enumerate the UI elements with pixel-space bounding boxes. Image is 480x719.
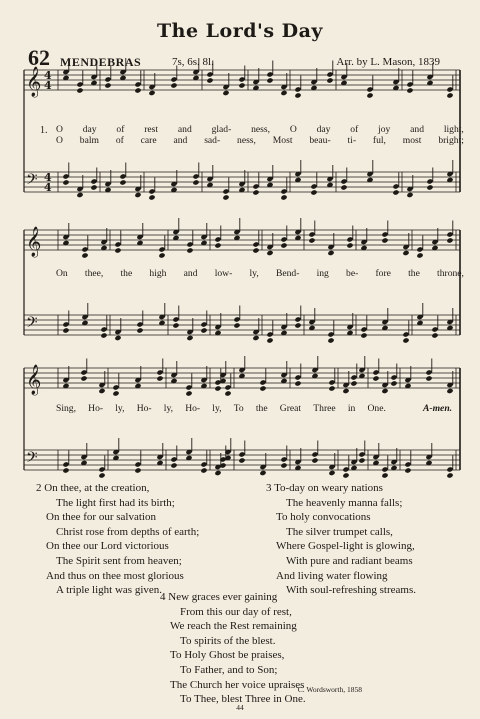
tune-name: MENDEBRAS [60,55,142,69]
note-head [372,375,379,381]
stanza-line: On thee for our salvation [46,511,156,524]
note-head [381,388,388,394]
note-head [280,462,287,468]
note-head [252,189,259,195]
treble-clef-icon: 𝄞 [26,227,42,257]
note-head [327,250,334,256]
note-head [259,470,266,476]
author-credit: C. Wordsworth, 1858 [297,685,362,694]
lyric-syllable: Great [279,403,302,414]
lyric-syllable: fore [375,268,391,279]
lyric-syllable: of [115,135,124,146]
stanza-line: On thee our Lord victorious [46,540,169,553]
lyric-syllable: the [408,268,420,279]
note-head [112,390,119,396]
note-head [366,92,373,98]
note-head [222,194,229,200]
lyric-syllable: Three [313,403,336,414]
stanza-line: The Church her voice upraises [170,678,305,691]
note-head [200,327,207,333]
note-head [328,385,335,391]
stanza-line: On thee, at the creation, [44,482,150,494]
note-head [98,472,105,478]
note-head [62,179,69,185]
lyric-syllable: and [177,124,192,135]
note-head [76,192,83,198]
lyric-syllable: Sing, [56,403,76,414]
note-head [104,82,111,88]
note-head [404,467,411,473]
stanza-number: 2 [36,482,42,494]
lyric-syllable: of [350,124,359,135]
verse-number: 1. [40,125,48,136]
lyric-syllable: Ho- [185,403,201,414]
note-head [114,335,121,341]
lyric-syllable: and [183,268,198,279]
note-head [346,242,353,248]
lyric-syllable: bright; [438,135,464,146]
stanza-line: And thus on thee most glorious [46,569,184,582]
lyric-line-1a [56,124,464,135]
lyric-line-3 [56,403,386,414]
note-head [328,470,335,476]
stanza-line: The Spirit sent from heaven; [56,554,182,567]
meter: 7s, 6s. 8l. [172,56,214,68]
note-head [98,388,105,394]
note-head [402,250,409,256]
stanza-line: To-day on weary nations [274,482,383,494]
note-head [280,90,287,96]
lyric-line-2 [56,268,464,279]
lyric-syllable: ful, [372,135,386,146]
stanza-line: We reach the Rest remaining [170,620,297,633]
stanza-line: From this our day of rest, [180,605,292,618]
stanza-line: Christ rose from depths of earth; [56,525,200,538]
lyric-syllable: On [56,268,68,279]
hymn-title: The Lord's Day [157,20,323,42]
stanza-2 [36,481,199,598]
note-head [114,247,121,253]
note-head [358,457,365,463]
stanza-line: To spirits of the blest. [180,634,276,647]
note-head [186,335,193,341]
note-head [172,322,179,328]
stanza-number: 3 [266,482,272,494]
note-head [134,192,141,198]
note-head [233,322,240,328]
stanza-number: 4 [160,591,166,603]
stanza-line: To holy convocations [276,511,371,524]
note-head [280,194,287,200]
bass-clef-icon: 𝄢 [26,171,38,192]
lyric-syllable: Bend- [275,268,300,279]
note-head [381,237,388,243]
stanza-line: Where Gospel-light is glowing, [276,540,415,553]
note-head [192,179,199,185]
note-head [446,388,453,394]
lyric-syllable: One. [367,403,386,414]
note-head [222,90,229,96]
note-head [148,194,155,200]
note-head [156,375,163,381]
note-head [431,332,438,338]
hymn-number: 62 [28,45,50,70]
note-head [294,92,301,98]
lyric-syllable: joy [378,124,391,135]
lyric-syllable: ly, [212,403,222,414]
time-signature: 4 [44,79,52,92]
stanza-line: To Thee, blest Three in One. [180,693,306,706]
stanza-line: With soul-refreshing streams. [286,584,416,597]
lyric-syllable: glad- [211,124,232,135]
lyric-syllable: ly, [163,403,174,414]
note-head [266,337,273,343]
note-head [238,457,245,463]
note-head [81,252,88,258]
bass-clef-icon: 𝄢 [26,449,38,470]
note-head [406,192,413,198]
lyric-syllable: most [402,135,422,146]
lyric-syllable: day [316,124,331,135]
treble-clef-icon: 𝄞 [26,365,42,395]
lyric-syllable: ly, [249,268,259,279]
time-signature: 4 [44,181,52,194]
note-head [170,462,177,468]
note-head [446,92,453,98]
note-head [214,470,221,476]
lyric-syllable: rest [144,124,159,135]
note-head [446,237,453,243]
note-head [326,77,333,83]
note-head [206,77,213,83]
lyric-syllable: low- [214,268,233,279]
note-head [76,87,83,93]
lyric-syllable: care [140,135,157,146]
bass-clef-icon: 𝄢 [26,314,38,335]
note-head [119,179,126,185]
note-head [402,337,409,343]
note-head [158,252,165,258]
note-head [148,90,155,96]
lyric-syllable: be- [346,268,359,279]
note-head [327,337,334,343]
note-head [342,472,349,478]
lyric-syllable: O [56,124,63,135]
stanza-line: The light first had its birth; [56,496,175,509]
note-head [294,380,301,386]
note-head [350,380,357,386]
lyric-syllable: high [149,268,167,279]
note-head [224,390,231,396]
stanza-line: The heavenly manna falls; [286,496,403,509]
note-head [62,467,69,473]
note-head [252,335,259,341]
note-head [200,467,207,473]
note-head [311,457,318,463]
lyric-syllable: Ho- [88,403,104,414]
lyric-syllable: ness, [237,135,256,146]
note-head [308,237,315,243]
note-head [406,87,413,93]
note-head [392,189,399,195]
note-head [90,184,97,190]
note-head [134,87,141,93]
note-head [446,472,453,478]
lyric-syllable: To [233,403,244,414]
note-head [294,322,301,328]
note-head [280,242,287,248]
time-signature: 4 [44,171,52,184]
treble-clef-icon: 𝄞 [26,67,42,97]
note-head [390,380,397,386]
note-head [425,375,432,381]
lyric-syllable: light, [443,124,464,135]
lyric-syllable: and [410,124,425,135]
stanza-line: New graces ever gaining [168,591,278,603]
note-head [214,242,221,248]
note-head [381,472,388,478]
lyric-syllable: ing [316,268,329,279]
lyric-syllable: O [289,124,297,135]
lyric-syllable: thee, [84,268,104,279]
lyric-syllable: the [255,403,268,414]
lyric-syllable: balm [79,135,99,146]
note-head [426,184,433,190]
stanza-line: The silver trumpet calls, [286,525,393,538]
lyric-syllable: Most [272,135,293,146]
lyric-syllable: in [347,403,356,414]
arrangement-credit: Arr. by L. Mason, 1839 [336,56,440,68]
note-head [340,184,347,190]
note-head [100,332,107,338]
note-head [185,390,192,396]
note-head [342,388,349,394]
stanza-line: With pure and radiant beams [286,554,413,567]
note-head [266,77,273,83]
lyric-syllable: day [82,124,97,135]
note-head [310,189,317,195]
note-head [136,327,143,333]
note-head [266,250,273,256]
lyric-syllable: sad- [204,135,221,146]
lyric-syllable: the [120,268,133,279]
stanza-4 [160,590,306,707]
page-number: 44 [236,703,244,712]
lyric-syllable: beau- [309,135,331,146]
note-head [238,82,245,88]
note-head [252,247,259,253]
time-signature: 4 [44,69,52,82]
stanza-line: A triple light was given. [56,584,163,597]
note-head [134,467,141,473]
stanza-line: And living water flowing [276,569,388,582]
note-head [170,82,177,88]
lyric-syllable: O [56,135,63,146]
note-head [62,327,69,333]
note-head [186,247,193,253]
lyric-line-1b [56,135,464,146]
amen-text: A-men. [423,403,453,414]
note-head [214,385,221,391]
lyric-syllable: Ho- [136,403,152,414]
note-head [416,252,423,258]
stanza-line: To Father, and to Son; [180,663,278,676]
lyric-syllable: of [116,124,125,135]
stanza-line: To Holy Ghost be praises, [170,649,285,662]
lyric-syllable: throne, [437,268,464,279]
stanza-3 [266,481,416,598]
lyric-syllable: ness, [251,124,271,135]
lyric-syllable: and [173,135,188,146]
lyric-syllable: ti- [347,135,357,146]
lyric-syllable: ly, [115,403,125,414]
note-head [360,332,367,338]
note-head [80,375,87,381]
note-head [259,385,266,391]
